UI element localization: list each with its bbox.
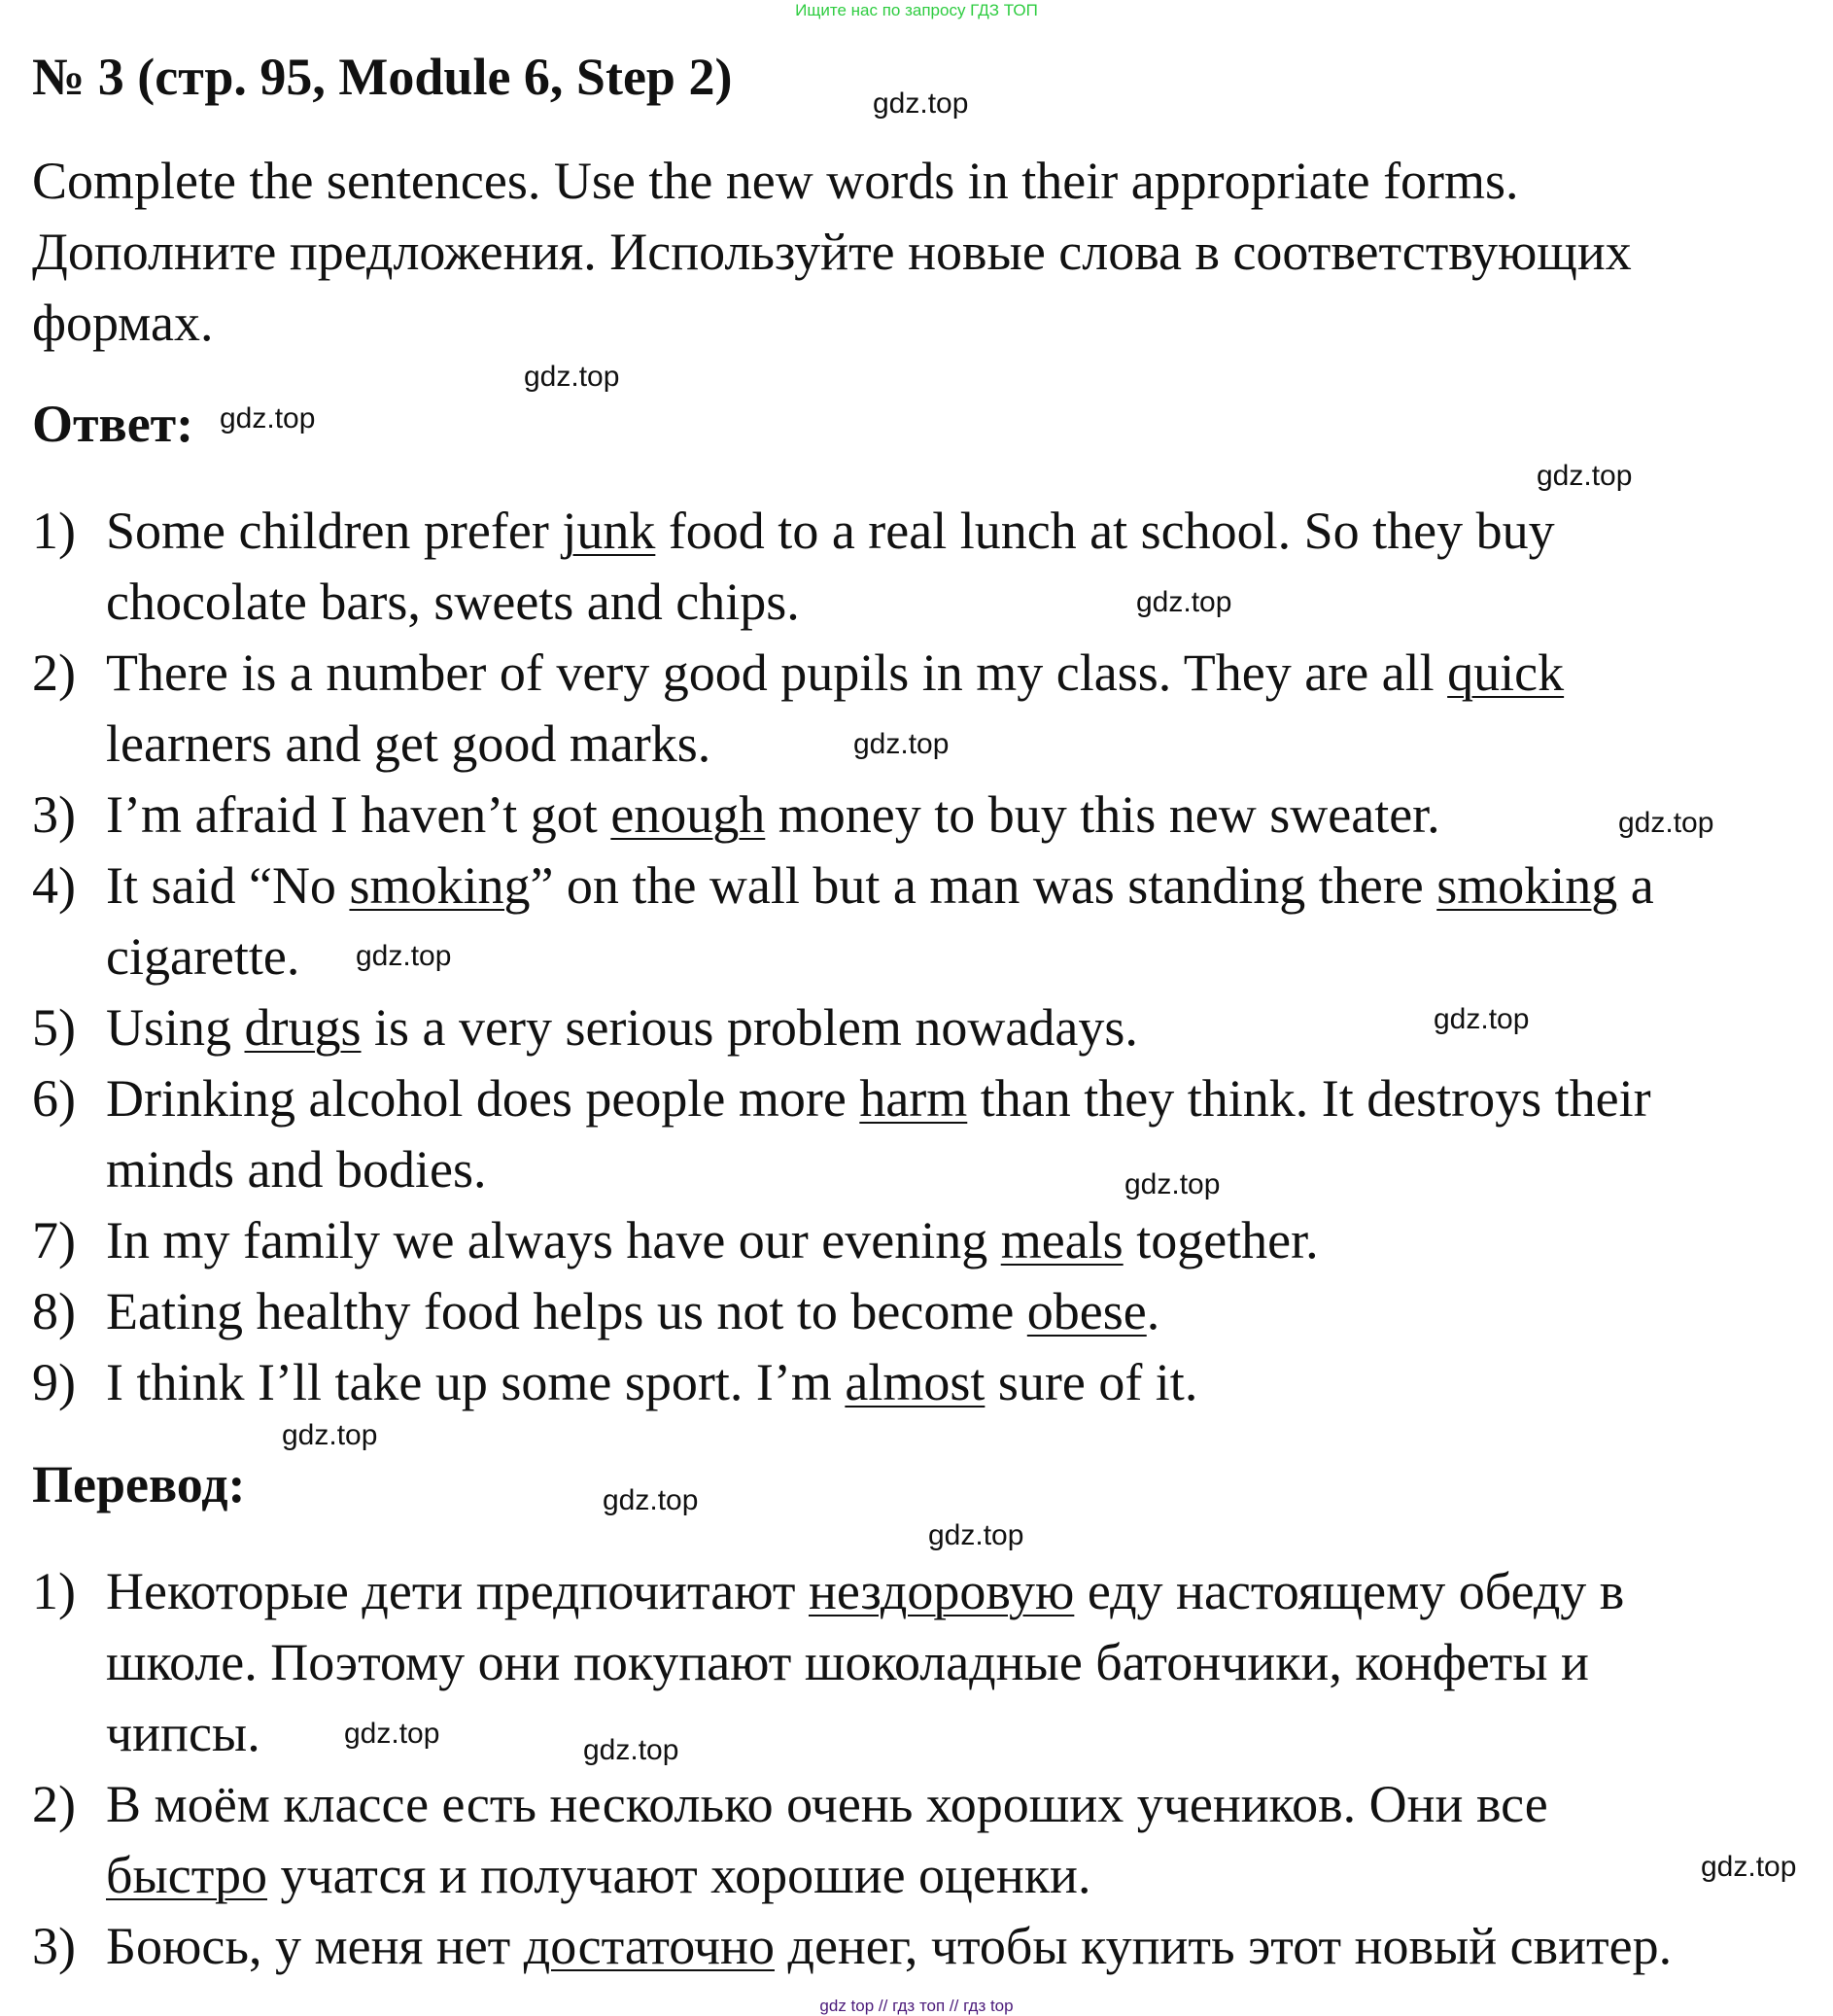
text-segment: learners and get good marks. xyxy=(106,714,711,773)
text-segment: In my family we always have our evening xyxy=(106,1211,1001,1269)
text-segment: There is a number of very good pupils in my class. They are all xyxy=(106,643,1448,702)
text-line xyxy=(106,1769,1672,1840)
item-number: 2) xyxy=(32,643,76,702)
watermark: gdz.top xyxy=(356,940,452,972)
watermark: gdz.top xyxy=(344,1718,440,1750)
page-title: № 3 (стр. 95, Module 6, Step 2) xyxy=(32,48,733,106)
watermark: gdz.top xyxy=(1434,1003,1530,1035)
list-item xyxy=(32,780,1654,851)
list-item xyxy=(32,1276,1654,1347)
text-line xyxy=(106,638,1654,709)
list-item xyxy=(32,851,1654,992)
text-line xyxy=(106,1627,1672,1698)
text-segment: food to a real lunch at school. So they buy xyxy=(655,502,1555,560)
watermark: gdz.top xyxy=(524,361,620,393)
item-number: 2) xyxy=(32,1775,76,1833)
item-number: 1) xyxy=(32,1562,76,1620)
list-item xyxy=(32,992,1654,1063)
text-segment: Using xyxy=(106,998,245,1057)
text-segment: Некоторые дети предпочитают xyxy=(106,1562,809,1620)
item-number: 4) xyxy=(32,856,76,915)
watermark: gdz.top xyxy=(583,1734,679,1766)
answer-word: enough xyxy=(610,785,766,844)
answer-word: быстро xyxy=(106,1846,267,1904)
watermark: gdz.top xyxy=(1701,1851,1797,1883)
text-segment: is a very serious problem nowadays. xyxy=(361,998,1138,1057)
list-item xyxy=(32,638,1654,780)
text-segment: учатся и получают хорошие оценки. xyxy=(266,1846,1091,1904)
answer-word: smoking xyxy=(1436,856,1618,915)
watermark: gdz.top xyxy=(282,1419,378,1451)
text-segment: Боюсь, у меня нет xyxy=(106,1917,524,1975)
answer-word: harm xyxy=(859,1069,968,1128)
text-line xyxy=(106,851,1654,921)
text-segment: I’m afraid I haven’t got xyxy=(106,785,611,844)
text-segment: I think I’ll take up some sport. I’m xyxy=(106,1353,846,1411)
text-segment: minds and bodies. xyxy=(106,1140,487,1199)
list-item xyxy=(32,1063,1654,1205)
text-line xyxy=(106,1556,1672,1627)
text-line xyxy=(106,1276,1654,1347)
text-line xyxy=(106,1911,1672,1982)
text-segment: money to buy this new sweater. xyxy=(765,785,1440,844)
text-segment: together. xyxy=(1123,1211,1319,1269)
text-segment: a xyxy=(1617,856,1654,915)
list-item xyxy=(32,1205,1654,1276)
instruction-line: формах. xyxy=(32,294,214,352)
search-hint-banner: Ищите нас по запросу ГДЗ ТОП xyxy=(795,1,1038,19)
item-number: 8) xyxy=(32,1282,76,1340)
translation-list xyxy=(32,1556,1672,1982)
text-segment: Drinking alcohol does people more xyxy=(106,1069,860,1128)
list-item xyxy=(32,1556,1672,1769)
list-item xyxy=(32,1769,1672,1911)
text-segment: чипсы. xyxy=(106,1704,260,1762)
text-line xyxy=(106,1205,1654,1276)
item-number: 7) xyxy=(32,1211,76,1269)
answer-heading: Ответ: xyxy=(32,395,194,453)
watermark: gdz.top xyxy=(928,1519,1024,1551)
footer: gdz top // гдз топ // гдз top xyxy=(819,1997,1014,2015)
translation-heading: Перевод: xyxy=(32,1455,246,1513)
watermark: gdz.top xyxy=(873,87,969,120)
answer-word: drugs xyxy=(244,998,362,1057)
text-line xyxy=(106,1840,1672,1911)
answer-word: smoking xyxy=(349,856,531,915)
answer-word: junk xyxy=(562,502,656,560)
answer-word: obese xyxy=(1026,1282,1147,1340)
watermark: gdz.top xyxy=(1136,586,1232,618)
text-segment: школе. Поэтому они покупают шоколадные батончики, конфеты и xyxy=(106,1633,1589,1691)
watermark: gdz.top xyxy=(1618,807,1714,839)
text-segment: chocolate bars, sweets and chips. xyxy=(106,573,800,631)
text-line xyxy=(106,1347,1654,1418)
text-line xyxy=(106,1063,1654,1134)
answer-word: meals xyxy=(1000,1211,1124,1269)
text-segment: денег, чтобы купить этот новый свитер. xyxy=(774,1917,1673,1975)
text-line xyxy=(106,780,1654,851)
item-number: 3) xyxy=(32,785,76,844)
text-segment: cigarette. xyxy=(106,927,300,986)
answer-word: нездоровую xyxy=(808,1562,1075,1620)
answer-word: quick xyxy=(1447,643,1565,702)
text-segment: В моём классе есть несколько очень хороших учеников. Они все xyxy=(106,1775,1548,1833)
instructions xyxy=(32,146,1632,359)
text-segment: sure of it. xyxy=(985,1353,1198,1411)
instruction-line: Дополните предложения. Используйте новые слова в соответствующих xyxy=(32,223,1632,281)
answer-word: almost xyxy=(845,1353,986,1411)
text-segment: ” on the wall but a man was standing there xyxy=(530,856,1437,915)
text-line xyxy=(106,1698,1672,1769)
watermark: gdz.top xyxy=(1537,460,1633,492)
item-number: 3) xyxy=(32,1917,76,1975)
list-item xyxy=(32,1911,1672,1982)
item-number: 6) xyxy=(32,1069,76,1128)
text-line xyxy=(106,921,1654,992)
text-segment: Some children prefer xyxy=(106,502,563,560)
watermark: gdz.top xyxy=(220,402,316,434)
item-number: 5) xyxy=(32,998,76,1057)
watermark: gdz.top xyxy=(1124,1168,1221,1200)
watermark: gdz.top xyxy=(853,728,950,760)
text-segment: It said “No xyxy=(106,856,350,915)
text-line xyxy=(106,1134,1654,1205)
list-item xyxy=(32,496,1654,638)
text-segment: еду настоящему обеду в xyxy=(1074,1562,1625,1620)
item-number: 9) xyxy=(32,1353,76,1411)
answer-word: достаточно xyxy=(523,1917,775,1975)
text-segment: than they think. It destroys their xyxy=(967,1069,1651,1128)
text-line xyxy=(106,567,1654,638)
text-line xyxy=(106,496,1654,567)
answer-list xyxy=(32,496,1654,1418)
item-number: 1) xyxy=(32,502,76,560)
watermark: gdz.top xyxy=(603,1484,699,1516)
list-item xyxy=(32,1347,1654,1418)
text-segment: . xyxy=(1146,1282,1160,1340)
text-line xyxy=(106,992,1654,1063)
instruction-line: Complete the sentences. Use the new words in their appropriate forms. xyxy=(32,152,1519,210)
text-segment: Eating healthy food helps us not to become xyxy=(106,1282,1027,1340)
